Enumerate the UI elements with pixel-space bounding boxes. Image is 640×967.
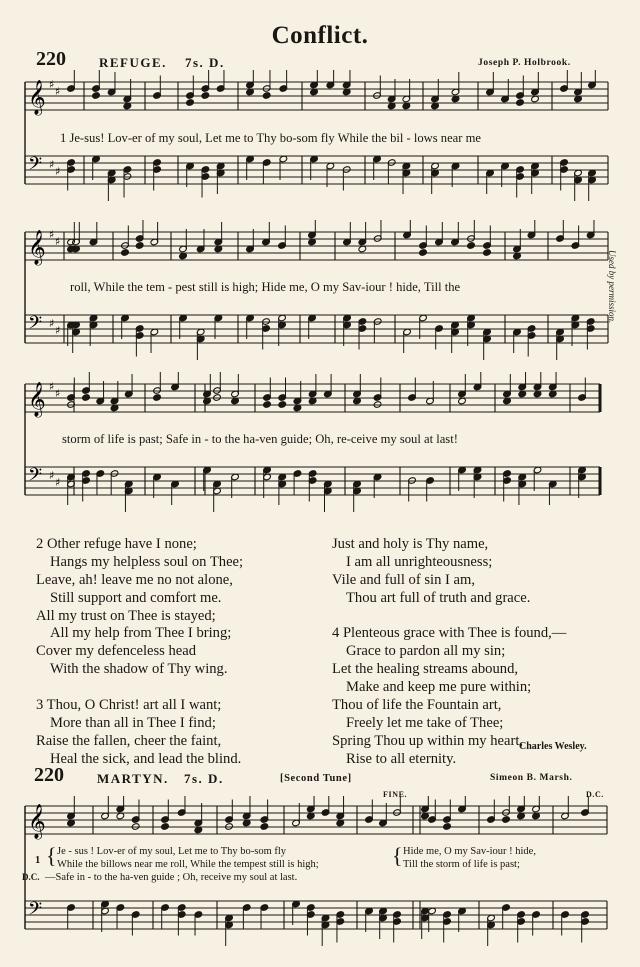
note-head	[131, 823, 140, 831]
hymn-number: 220	[36, 48, 66, 70]
verse-line: 3 Thou, O Christ! art all I want;	[36, 697, 222, 714]
sharp-icon: ♯	[49, 317, 55, 330]
verse-line: Let the healing streams abound,	[332, 661, 519, 678]
verse-line: More than all in Thee I find;	[50, 714, 216, 731]
sharp-icon: ♯	[55, 165, 61, 178]
verse-line: Thou of life the Fountain art,	[332, 697, 502, 714]
treble-clef-icon: 𝄞	[28, 382, 46, 417]
note-head	[82, 394, 91, 402]
tune-2-name: MARTYN.	[97, 771, 169, 786]
fine-mark: FINE.	[383, 790, 408, 799]
treble-clef-icon: 𝄞	[28, 230, 46, 265]
verse-line: All my trust on Thee is stayed;	[36, 607, 216, 624]
verse-line: Just and holy is Thy name,	[332, 536, 489, 552]
bass-clef-icon: 𝄢	[28, 465, 43, 490]
verse-line: All my help from Thee I bring;	[50, 625, 232, 642]
lyric-2b-1: Hide me, O my Sav-iour ! hide,	[403, 846, 536, 857]
verse-line: Heal the sick, and lead the blind.	[50, 750, 242, 767]
music-system-3	[0, 372, 640, 522]
treble-clef-icon: 𝄞	[28, 804, 46, 839]
verse-line	[36, 679, 243, 697]
bass-clef-icon: 𝄢	[28, 899, 43, 924]
sharp-icon: ♯	[55, 235, 61, 248]
note-head	[262, 92, 271, 100]
verse-line: Still support and comfort me.	[50, 589, 222, 606]
meter: 7s. D.	[185, 55, 225, 70]
sharp-icon: ♯	[49, 78, 55, 91]
note-head	[483, 249, 492, 257]
verse-line: Grace to pardon all my sin;	[346, 643, 506, 660]
meter-2: 7s. D.	[184, 771, 224, 786]
hymn-author: Charles Wesley.	[519, 741, 587, 752]
note-head	[201, 92, 210, 100]
sharp-icon: ♯	[49, 469, 55, 482]
tune-name: REFUGE.	[99, 55, 167, 70]
verse-line: Spring Thou up within my heart,	[332, 732, 524, 749]
sharp-icon: ♯	[49, 228, 55, 241]
note-head	[135, 242, 144, 250]
dc-lyric-mark: D.C.	[22, 872, 40, 882]
verse-line: I am all unrighteousness;	[346, 553, 493, 570]
lyric-2a-1: Je - sus ! Lov-er of my soul, Let me to Thy bo-som fly	[57, 846, 287, 857]
lyric-line-3: storm of life is past; Safe in - to the ha-ven guide; Oh, re-ceive my soul at last!	[62, 432, 458, 446]
lyric-2b-2: Till the storm of life is past;	[403, 859, 520, 870]
sharp-icon: ♯	[49, 380, 55, 393]
sharp-icon: ♯	[55, 476, 61, 489]
verse-line: 2 Other refuge have I none;	[36, 536, 197, 552]
note-head	[153, 394, 162, 402]
sharp-icon: ♯	[55, 387, 61, 400]
verses-left	[36, 536, 243, 769]
note-head	[502, 816, 511, 824]
verse-line: With the shadow of Thy wing.	[50, 661, 228, 678]
sharp-icon: ♯	[55, 324, 61, 337]
note-head	[373, 401, 382, 409]
note-head	[263, 401, 272, 409]
bass-clef-icon: 𝄢	[28, 313, 43, 338]
composer: Joseph P. Holbrook.	[478, 58, 571, 68]
note-head	[443, 823, 452, 831]
verse-line: Vile and full of sin I am,	[332, 571, 476, 588]
verse-line: Make and keep me pure within;	[346, 679, 532, 696]
lyric-dc: —Safe in - to the ha-ven guide ; Oh, receive my soul at last.	[45, 872, 298, 883]
bass-clef-icon: 𝄢	[28, 154, 43, 179]
lyric-line-2: roll, While the tem - pest still is high; Hide me, O my Sav-iour ! hide, Till the	[70, 280, 461, 294]
verse-number: 1	[35, 855, 41, 866]
page-title: Conflict.	[271, 22, 369, 49]
lyric-line-1: 1 Je-sus! Lov-er of my soul, Let me to Thy bo-som fly While the bil - lows near me	[60, 131, 481, 145]
verse-line: 4 Plenteous grace with Thee is found,—	[332, 625, 567, 642]
verse-line: Cover my defenceless head	[36, 643, 197, 660]
note-head	[260, 823, 269, 831]
note-head	[278, 401, 287, 409]
brace: {	[46, 843, 57, 868]
dc-mark: D.C.	[586, 790, 604, 799]
verse-line	[332, 608, 566, 626]
lyric-2a-2: While the billows near me roll, While the tempest still is high;	[57, 859, 319, 870]
treble-clef-icon: 𝄞	[28, 80, 46, 115]
verse-line: Raise the fallen, cheer the faint,	[36, 732, 222, 749]
verse-line: Hangs my helpless soul on Thee;	[50, 553, 244, 570]
note-head	[121, 249, 130, 257]
verse-line: Thou art full of truth and grace.	[346, 589, 531, 606]
verse-line: Rise to all eternity.	[346, 750, 457, 767]
second-tune-note: [Second Tune]	[280, 773, 352, 784]
permission-note: Used by permission.	[607, 250, 617, 324]
note-head	[225, 823, 234, 831]
note-head	[186, 99, 195, 107]
note-head	[516, 99, 525, 107]
brace: {	[392, 843, 403, 868]
hymn-2-number: 220	[34, 764, 64, 786]
note-head	[161, 823, 170, 831]
sharp-icon: ♯	[55, 85, 61, 98]
note-head	[92, 92, 101, 100]
verse-line: Leave, ah! leave me no not alone,	[36, 571, 233, 588]
sharp-icon: ♯	[49, 158, 55, 171]
note-head	[213, 394, 222, 402]
composer-2: Simeon B. Marsh.	[490, 773, 573, 783]
note-head	[467, 242, 476, 250]
verses-right	[332, 536, 566, 769]
verse-line: Freely let me take of Thee;	[346, 714, 504, 731]
note-head	[419, 249, 428, 257]
